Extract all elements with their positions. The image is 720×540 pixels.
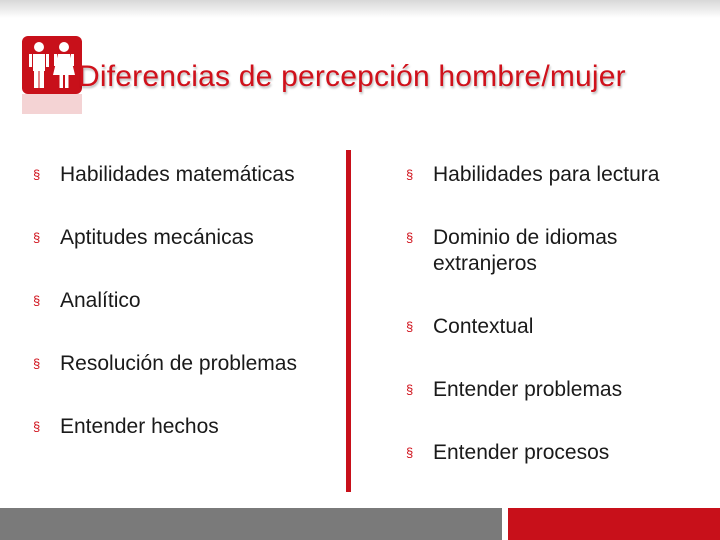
list-item bbox=[406, 440, 720, 466]
slide-title: Diferencias de percepción hombre/mujer bbox=[78, 60, 626, 93]
list-item bbox=[33, 162, 365, 188]
bullet-marker: § bbox=[406, 167, 414, 182]
bullet-text: Dominio de idiomas extranjeros bbox=[433, 226, 618, 275]
bullet-marker: § bbox=[33, 293, 41, 308]
bullet-text: Contextual bbox=[433, 315, 534, 338]
bullet-marker: § bbox=[33, 356, 41, 371]
footer-bar-gray bbox=[0, 508, 502, 540]
list-item bbox=[33, 225, 365, 251]
list-item bbox=[406, 162, 720, 188]
bullet-marker: § bbox=[406, 382, 414, 397]
bullet-text: Entender procesos bbox=[433, 441, 610, 464]
bullet-marker: § bbox=[406, 445, 414, 460]
bullet-text: Entender hechos bbox=[60, 415, 219, 438]
list-item bbox=[33, 414, 365, 440]
bullet-text: Resolución de problemas bbox=[60, 352, 297, 375]
bullet-marker: § bbox=[406, 230, 414, 245]
bullet-text: Habilidades matemáticas bbox=[60, 163, 295, 186]
man-woman-icon bbox=[22, 36, 82, 94]
bullet-marker: § bbox=[33, 167, 41, 182]
logo-reflection bbox=[22, 94, 82, 114]
bullet-marker: § bbox=[406, 319, 414, 334]
bullet-marker: § bbox=[33, 230, 41, 245]
top-gradient-bar bbox=[0, 0, 720, 18]
footer-bar-red bbox=[508, 508, 720, 540]
bullet-text: Analítico bbox=[60, 289, 141, 312]
list-item bbox=[406, 225, 665, 277]
list-item bbox=[33, 351, 365, 377]
bullet-text: Entender problemas bbox=[433, 378, 623, 401]
list-item bbox=[33, 288, 365, 314]
list-item bbox=[406, 314, 720, 340]
bullet-text: Aptitudes mecánicas bbox=[60, 226, 254, 249]
bullet-marker: § bbox=[33, 419, 41, 434]
list-item bbox=[406, 377, 720, 403]
column-divider bbox=[346, 150, 351, 492]
bullet-text: Habilidades para lectura bbox=[433, 163, 660, 186]
